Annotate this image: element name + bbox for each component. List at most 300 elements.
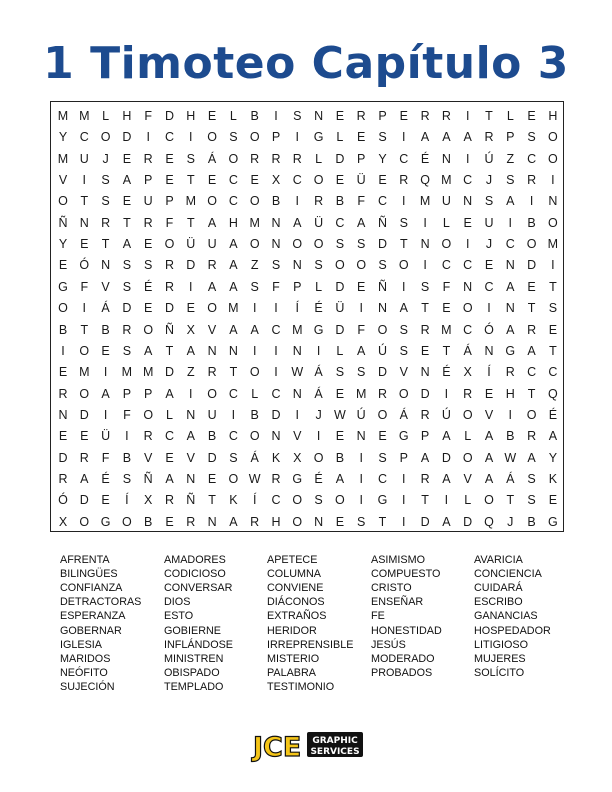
grid-cell[interactable]: S: [527, 471, 536, 486]
grid-cell[interactable]: O: [398, 386, 409, 401]
grid-cell[interactable]: D: [58, 450, 68, 465]
grid-cell[interactable]: I: [359, 450, 363, 465]
grid-cell[interactable]: B: [527, 215, 536, 230]
grid-cell[interactable]: R: [143, 151, 153, 166]
grid-cell[interactable]: Y: [548, 450, 558, 465]
grid-cell[interactable]: O: [292, 493, 303, 508]
grid-cell[interactable]: I: [508, 407, 513, 422]
grid-cell[interactable]: O: [313, 237, 324, 252]
grid-cell[interactable]: I: [295, 407, 300, 422]
grid-cell[interactable]: N: [505, 258, 515, 273]
grid-cell[interactable]: Q: [548, 386, 558, 401]
grid-cell[interactable]: R: [271, 471, 281, 486]
grid-cell[interactable]: O: [164, 237, 175, 252]
grid-cell[interactable]: J: [507, 514, 514, 529]
grid-cell[interactable]: D: [271, 407, 281, 422]
grid-cell[interactable]: A: [80, 471, 89, 486]
grid-cell[interactable]: T: [527, 386, 536, 401]
grid-cell[interactable]: A: [186, 429, 195, 444]
grid-cell[interactable]: S: [122, 279, 132, 294]
grid-cell[interactable]: D: [79, 407, 89, 422]
grid-cell[interactable]: S: [186, 151, 195, 166]
grid-cell[interactable]: O: [249, 429, 260, 444]
grid-cell[interactable]: M: [228, 301, 239, 316]
grid-cell[interactable]: Á: [314, 365, 323, 380]
grid-cell[interactable]: N: [314, 514, 324, 529]
grid-cell[interactable]: I: [402, 130, 406, 145]
grid-cell[interactable]: N: [207, 514, 217, 529]
grid-cell[interactable]: A: [122, 173, 132, 188]
grid-cell[interactable]: I: [82, 301, 87, 316]
grid-cell[interactable]: M: [79, 365, 90, 380]
grid-cell[interactable]: E: [357, 279, 366, 294]
grid-cell[interactable]: T: [186, 215, 195, 230]
grid-cell[interactable]: N: [207, 343, 217, 358]
grid-cell[interactable]: N: [228, 343, 238, 358]
grid-cell[interactable]: R: [271, 151, 281, 166]
grid-cell[interactable]: P: [399, 450, 408, 465]
grid-cell[interactable]: A: [420, 450, 430, 465]
grid-cell[interactable]: I: [61, 343, 65, 358]
grid-cell[interactable]: V: [58, 173, 68, 188]
grid-cell[interactable]: R: [101, 215, 111, 230]
grid-cell[interactable]: A: [484, 429, 494, 444]
grid-cell[interactable]: I: [465, 237, 470, 252]
grid-cell[interactable]: Ü: [335, 301, 345, 316]
grid-cell[interactable]: O: [58, 301, 68, 316]
grid-cell[interactable]: F: [442, 279, 451, 294]
grid-cell[interactable]: E: [484, 258, 494, 273]
grid-cell[interactable]: E: [122, 194, 132, 209]
grid-cell[interactable]: A: [293, 215, 302, 230]
grid-cell[interactable]: O: [356, 258, 367, 273]
grid-cell[interactable]: C: [228, 173, 238, 188]
grid-cell[interactable]: O: [484, 493, 494, 508]
grid-cell[interactable]: S: [122, 258, 132, 273]
grid-cell[interactable]: R: [420, 109, 430, 123]
grid-cell[interactable]: B: [144, 514, 153, 529]
grid-cell[interactable]: I: [402, 493, 406, 508]
grid-cell[interactable]: C: [79, 130, 89, 145]
grid-cell[interactable]: P: [271, 130, 281, 145]
grid-cell[interactable]: O: [548, 215, 558, 230]
grid-cell[interactable]: C: [527, 365, 537, 380]
grid-cell[interactable]: Ñ: [377, 215, 388, 230]
grid-cell[interactable]: A: [165, 471, 174, 486]
grid-cell[interactable]: É: [101, 471, 110, 486]
grid-cell[interactable]: B: [506, 429, 515, 444]
grid-cell[interactable]: O: [462, 301, 473, 316]
grid-cell[interactable]: P: [122, 386, 132, 401]
grid-cell[interactable]: A: [484, 471, 494, 486]
grid-cell[interactable]: H: [122, 109, 132, 123]
grid-cell[interactable]: S: [271, 258, 281, 273]
grid-cell[interactable]: R: [356, 109, 366, 123]
grid-cell[interactable]: E: [165, 514, 174, 529]
grid-cell[interactable]: Ü: [356, 173, 366, 188]
grid-cell[interactable]: R: [441, 109, 451, 123]
grid-cell[interactable]: H: [271, 514, 281, 529]
grid-cell[interactable]: G: [313, 130, 324, 145]
grid-cell[interactable]: B: [335, 450, 345, 465]
grid-cell[interactable]: Ü: [186, 237, 196, 252]
grid-cell[interactable]: D: [377, 237, 388, 252]
grid-cell[interactable]: A: [229, 279, 238, 294]
grid-cell[interactable]: I: [423, 215, 427, 230]
grid-cell[interactable]: N: [420, 237, 430, 252]
grid-cell[interactable]: H: [548, 109, 558, 123]
grid-cell[interactable]: S: [420, 279, 430, 294]
grid-cell[interactable]: L: [464, 429, 472, 444]
grid-cell[interactable]: E: [399, 109, 408, 123]
grid-cell[interactable]: M: [142, 365, 154, 380]
grid-cell[interactable]: E: [250, 173, 259, 188]
grid-cell[interactable]: C: [463, 173, 473, 188]
grid-cell[interactable]: D: [441, 450, 451, 465]
grid-cell[interactable]: N: [292, 386, 302, 401]
grid-cell[interactable]: O: [335, 493, 345, 508]
grid-cell[interactable]: G: [398, 429, 409, 444]
grid-cell[interactable]: R: [186, 514, 196, 529]
grid-cell[interactable]: F: [80, 279, 89, 294]
grid-cell[interactable]: O: [462, 450, 473, 465]
grid-cell[interactable]: M: [57, 109, 69, 123]
grid-cell[interactable]: S: [335, 365, 345, 380]
grid-cell[interactable]: X: [463, 365, 472, 380]
grid-cell[interactable]: U: [441, 194, 451, 209]
grid-cell[interactable]: W: [248, 471, 261, 486]
grid-cell[interactable]: I: [189, 279, 193, 294]
grid-cell[interactable]: D: [164, 109, 175, 123]
grid-cell[interactable]: Y: [58, 130, 68, 145]
grid-cell[interactable]: R: [164, 279, 175, 294]
grid-cell[interactable]: R: [420, 322, 430, 337]
grid-cell[interactable]: S: [101, 194, 110, 209]
grid-cell[interactable]: G: [100, 514, 111, 529]
grid-cell[interactable]: N: [377, 301, 388, 316]
grid-cell[interactable]: G: [548, 514, 558, 529]
grid-cell[interactable]: S: [378, 258, 387, 273]
grid-cell[interactable]: N: [186, 471, 196, 486]
grid-cell[interactable]: R: [484, 130, 494, 145]
grid-cell[interactable]: X: [186, 322, 195, 337]
grid-cell[interactable]: N: [420, 365, 430, 380]
grid-cell[interactable]: S: [122, 471, 132, 486]
grid-cell[interactable]: T: [101, 237, 110, 252]
grid-cell[interactable]: E: [144, 237, 153, 252]
grid-cell[interactable]: L: [315, 151, 323, 166]
grid-cell[interactable]: R: [420, 471, 430, 486]
grid-cell[interactable]: C: [228, 194, 238, 209]
grid-cell[interactable]: I: [529, 194, 534, 209]
grid-cell[interactable]: I: [252, 301, 257, 316]
grid-cell[interactable]: Ñ: [186, 493, 196, 508]
grid-cell[interactable]: A: [207, 279, 217, 294]
grid-cell[interactable]: U: [207, 237, 217, 252]
grid-cell[interactable]: N: [441, 151, 451, 166]
grid-cell[interactable]: F: [101, 450, 110, 465]
grid-cell[interactable]: I: [103, 365, 108, 380]
grid-cell[interactable]: L: [315, 279, 323, 294]
grid-cell[interactable]: I: [444, 493, 449, 508]
grid-cell[interactable]: C: [463, 322, 473, 337]
grid-cell[interactable]: É: [144, 279, 153, 294]
grid-cell[interactable]: R: [143, 429, 153, 444]
grid-cell[interactable]: O: [377, 407, 388, 422]
grid-cell[interactable]: E: [186, 301, 195, 316]
grid-cell[interactable]: F: [123, 407, 131, 422]
grid-cell[interactable]: C: [377, 471, 388, 486]
grid-cell[interactable]: S: [378, 130, 387, 145]
grid-cell[interactable]: B: [101, 322, 110, 337]
grid-cell[interactable]: O: [207, 301, 217, 316]
grid-cell[interactable]: E: [527, 279, 536, 294]
grid-cell[interactable]: S: [527, 130, 536, 145]
grid-cell[interactable]: N: [463, 194, 473, 209]
grid-cell[interactable]: Í: [487, 365, 491, 380]
grid-cell[interactable]: V: [463, 471, 472, 486]
grid-cell[interactable]: M: [79, 109, 90, 123]
grid-cell[interactable]: E: [207, 173, 217, 188]
grid-cell[interactable]: P: [144, 173, 153, 188]
grid-cell[interactable]: Í: [295, 301, 300, 316]
grid-cell[interactable]: W: [291, 365, 304, 380]
grid-cell[interactable]: C: [292, 173, 302, 188]
grid-cell[interactable]: C: [484, 279, 494, 294]
grid-cell[interactable]: A: [506, 279, 515, 294]
grid-cell[interactable]: V: [186, 450, 195, 465]
grid-cell[interactable]: Á: [207, 151, 217, 166]
grid-cell[interactable]: O: [292, 237, 303, 252]
grid-cell[interactable]: O: [249, 130, 260, 145]
grid-cell[interactable]: M: [249, 215, 260, 230]
grid-cell[interactable]: N: [186, 407, 196, 422]
grid-cell[interactable]: E: [335, 173, 345, 188]
grid-cell[interactable]: O: [548, 151, 558, 166]
grid-cell[interactable]: Á: [399, 407, 408, 422]
grid-cell[interactable]: X: [58, 514, 68, 529]
grid-cell[interactable]: S: [314, 258, 323, 273]
grid-cell[interactable]: F: [357, 322, 365, 337]
grid-cell[interactable]: M: [57, 151, 69, 166]
grid-cell[interactable]: T: [186, 173, 195, 188]
grid-cell[interactable]: I: [402, 514, 406, 529]
grid-cell[interactable]: X: [271, 173, 281, 188]
grid-cell[interactable]: I: [444, 386, 449, 401]
grid-cell[interactable]: J: [485, 237, 493, 252]
grid-cell[interactable]: C: [228, 386, 238, 401]
grid-cell[interactable]: Ü: [314, 215, 324, 230]
grid-cell[interactable]: A: [186, 343, 195, 358]
grid-cell[interactable]: E: [80, 237, 89, 252]
grid-cell[interactable]: T: [123, 215, 131, 230]
grid-cell[interactable]: A: [527, 450, 536, 465]
grid-cell[interactable]: D: [122, 130, 132, 145]
grid-cell[interactable]: O: [79, 343, 90, 358]
grid-cell[interactable]: Ú: [484, 151, 494, 166]
grid-cell[interactable]: D: [164, 365, 175, 380]
grid-cell[interactable]: E: [335, 514, 345, 529]
grid-cell[interactable]: S: [527, 493, 536, 508]
grid-cell[interactable]: S: [229, 130, 238, 145]
grid-cell[interactable]: M: [121, 365, 133, 380]
grid-cell[interactable]: L: [442, 215, 450, 230]
grid-cell[interactable]: B: [335, 194, 345, 209]
grid-cell[interactable]: I: [487, 301, 491, 316]
grid-cell[interactable]: R: [164, 493, 175, 508]
grid-cell[interactable]: I: [274, 343, 278, 358]
grid-cell[interactable]: R: [527, 173, 537, 188]
grid-cell[interactable]: T: [80, 322, 89, 337]
grid-cell[interactable]: S: [357, 365, 366, 380]
grid-cell[interactable]: E: [207, 109, 217, 123]
grid-cell[interactable]: T: [421, 301, 429, 316]
grid-cell[interactable]: V: [144, 450, 153, 465]
grid-cell[interactable]: I: [359, 493, 363, 508]
grid-cell[interactable]: O: [377, 322, 388, 337]
grid-cell[interactable]: C: [548, 365, 558, 380]
grid-cell[interactable]: E: [165, 173, 174, 188]
grid-cell[interactable]: I: [103, 407, 108, 422]
grid-cell[interactable]: T: [442, 343, 451, 358]
grid-cell[interactable]: I: [274, 301, 278, 316]
grid-cell[interactable]: S: [144, 258, 153, 273]
grid-cell[interactable]: R: [164, 258, 175, 273]
grid-cell[interactable]: P: [420, 429, 430, 444]
grid-cell[interactable]: O: [228, 471, 239, 486]
grid-cell[interactable]: Q: [484, 514, 494, 529]
grid-cell[interactable]: M: [292, 322, 303, 337]
grid-cell[interactable]: Ó: [484, 322, 494, 337]
grid-cell[interactable]: W: [333, 407, 346, 422]
grid-cell[interactable]: E: [378, 429, 387, 444]
grid-cell[interactable]: V: [207, 322, 217, 337]
grid-cell[interactable]: O: [228, 151, 239, 166]
grid-cell[interactable]: C: [271, 493, 281, 508]
grid-cell[interactable]: H: [228, 215, 238, 230]
grid-cell[interactable]: I: [295, 130, 300, 145]
grid-cell[interactable]: O: [207, 386, 217, 401]
grid-cell[interactable]: S: [548, 301, 558, 316]
grid-cell[interactable]: S: [399, 322, 408, 337]
grid-cell[interactable]: M: [441, 322, 452, 337]
grid-cell[interactable]: O: [249, 365, 260, 380]
grid-cell[interactable]: A: [506, 322, 515, 337]
grid-cell[interactable]: C: [463, 258, 473, 273]
grid-cell[interactable]: A: [442, 429, 451, 444]
grid-cell[interactable]: R: [207, 365, 217, 380]
grid-cell[interactable]: R: [143, 215, 153, 230]
grid-cell[interactable]: C: [441, 258, 451, 273]
grid-cell[interactable]: L: [251, 386, 259, 401]
grid-cell[interactable]: O: [207, 194, 217, 209]
grid-cell[interactable]: O: [143, 322, 154, 337]
grid-cell[interactable]: D: [377, 365, 388, 380]
grid-cell[interactable]: I: [146, 130, 150, 145]
grid-cell[interactable]: N: [484, 343, 494, 358]
grid-cell[interactable]: A: [335, 471, 345, 486]
grid-cell[interactable]: Í: [252, 493, 257, 508]
grid-cell[interactable]: I: [402, 471, 406, 486]
grid-cell[interactable]: O: [526, 407, 537, 422]
grid-cell[interactable]: I: [423, 258, 427, 273]
grid-cell[interactable]: M: [419, 194, 431, 209]
grid-cell[interactable]: T: [527, 301, 536, 316]
grid-cell[interactable]: S: [357, 237, 366, 252]
grid-cell[interactable]: L: [166, 407, 173, 422]
grid-cell[interactable]: R: [292, 151, 302, 166]
grid-cell[interactable]: A: [229, 322, 238, 337]
grid-cell[interactable]: O: [249, 237, 260, 252]
grid-cell[interactable]: N: [505, 301, 515, 316]
grid-cell[interactable]: C: [164, 429, 175, 444]
grid-cell[interactable]: A: [506, 194, 515, 209]
grid-cell[interactable]: E: [378, 173, 387, 188]
grid-cell[interactable]: E: [80, 429, 89, 444]
grid-cell[interactable]: A: [122, 237, 132, 252]
grid-cell[interactable]: S: [229, 450, 238, 465]
grid-cell[interactable]: E: [335, 429, 345, 444]
grid-cell[interactable]: E: [58, 365, 68, 380]
grid-cell[interactable]: F: [357, 194, 365, 209]
grid-cell[interactable]: T: [208, 493, 216, 508]
grid-cell[interactable]: E: [357, 130, 366, 145]
grid-cell[interactable]: É: [548, 407, 558, 422]
grid-cell[interactable]: P: [506, 130, 515, 145]
grid-cell[interactable]: D: [335, 322, 345, 337]
grid-cell[interactable]: É: [420, 151, 430, 166]
grid-cell[interactable]: E: [122, 151, 132, 166]
grid-cell[interactable]: Ñ: [143, 471, 153, 486]
grid-cell[interactable]: S: [506, 173, 515, 188]
grid-cell[interactable]: A: [357, 343, 366, 358]
grid-cell[interactable]: P: [378, 109, 387, 123]
grid-cell[interactable]: Ó: [79, 258, 90, 273]
grid-cell[interactable]: R: [420, 407, 430, 422]
grid-cell[interactable]: A: [463, 130, 472, 145]
grid-cell[interactable]: A: [101, 386, 110, 401]
grid-cell[interactable]: E: [165, 450, 174, 465]
grid-cell[interactable]: Ú: [441, 407, 451, 422]
grid-cell[interactable]: Z: [250, 258, 259, 273]
grid-cell[interactable]: G: [505, 343, 516, 358]
grid-cell[interactable]: I: [359, 471, 363, 486]
grid-cell[interactable]: O: [58, 194, 68, 209]
grid-cell[interactable]: C: [335, 215, 345, 230]
grid-cell[interactable]: N: [356, 429, 366, 444]
grid-cell[interactable]: M: [547, 237, 559, 252]
grid-cell[interactable]: C: [505, 237, 515, 252]
grid-cell[interactable]: O: [526, 237, 537, 252]
grid-cell[interactable]: B: [58, 322, 68, 337]
grid-cell[interactable]: R: [527, 322, 537, 337]
grid-cell[interactable]: C: [271, 386, 281, 401]
grid-cell[interactable]: C: [399, 151, 409, 166]
grid-cell[interactable]: S: [250, 279, 259, 294]
grid-cell[interactable]: S: [101, 173, 110, 188]
grid-cell[interactable]: Z: [506, 151, 515, 166]
grid-cell[interactable]: G: [313, 322, 324, 337]
grid-cell[interactable]: Ú: [356, 407, 366, 422]
grid-cell[interactable]: L: [229, 109, 237, 123]
grid-cell[interactable]: Á: [101, 301, 110, 316]
grid-cell[interactable]: J: [315, 407, 322, 422]
grid-cell[interactable]: E: [144, 301, 153, 316]
grid-cell[interactable]: A: [420, 130, 430, 145]
grid-cell[interactable]: F: [144, 109, 152, 123]
grid-cell[interactable]: N: [271, 215, 281, 230]
grid-cell[interactable]: D: [164, 301, 175, 316]
